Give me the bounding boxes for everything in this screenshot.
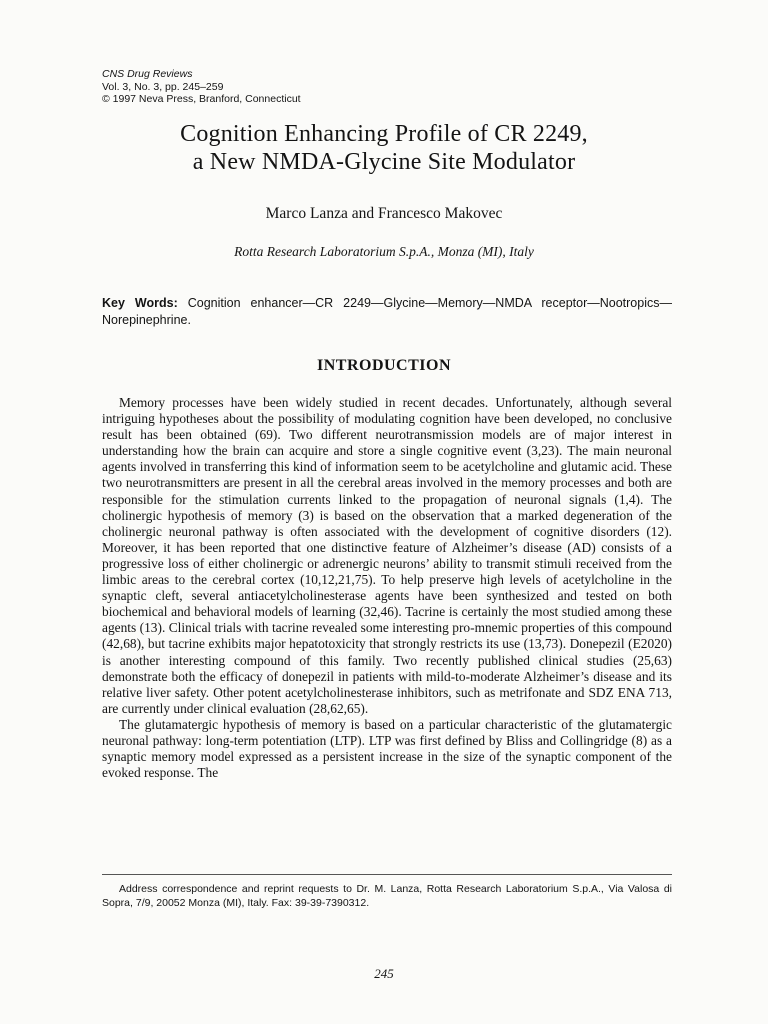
keywords-label: Key Words: [102, 296, 178, 310]
footnote-divider [102, 874, 672, 875]
body-text [102, 395, 672, 781]
section-heading: INTRODUCTION [316, 357, 451, 374]
journal-header [102, 68, 301, 106]
paragraph-2: The glutamatergic hypothesis of memory is based on a particular characteristic of the glutamatergic neuronal pathway: long-term potentiation (LTP). LTP was first defined by Bliss and Collingridge (8) as a synaptic memory model expressed as a persistent increase in the size of the synaptic component of the evoked response. The [102, 716, 672, 781]
paragraph-1: Memory processes have been widely studied in recent decades. Unfortunately, although several intriguing hypotheses about the possibility of modulating cognition have been developed, no conclusive result has been obtained (69). Two different neurotransmission models are of major interest in understanding how the brain can acquire and store a single cognitive event (3,23). The main neuronal agents involved in transferring this kind of information seem to be acetylcholine and glutamic acid. These two neurotransmitters are present in all the cerebral areas involved in the memory processes and both are responsible for the stimulation currents linked to the propagation of neuronal signals (1,4). The cholinergic hypothesis of memory (3) is based on the observation that a marked degeneration of the cholinergic neuronal pathway is often associated with the development of cognitive disorders (12). Moreover, it has been reported that one distinctive feature of Alzheimer’s disease (AD) consists of a progressive loss of either cholinergic or adrenergic neurons’ ability to transmit stimuli received from the limbic areas to the cerebral cortex (10,12,21,75). To help preserve high levels of acetylcholine in the synaptic cleft, several antiacetylcholinesterase agents have been synthesized and tested on both biochemical and behavioral models of learning (32,46). Tacrine is certainly the most studied among these agents (13). Clinical trials with tacrine revealed some interesting pro-mnemic properties of this compound (42,68), but tacrine exhibits major hepatotoxicity that strongly restricts its use (13,73). Donepezil (E2020) is another interesting compound of this family. Two recently published clinical studies (25,63) demonstrate both the efficacy of donepezil in patients with mild-to-moderate Alzheimer’s disease and its relative liver safety. Other potent acetylcholinesterase inhibitors, such as metrifonate and SDZ ENA 713, are currently under clinical evaluation (28,62,65). [102, 395, 672, 716]
journal-name: CNS Drug Reviews [102, 68, 193, 80]
keywords [102, 295, 672, 329]
journal-copyright: © 1997 Neva Press, Branford, Connecticut [102, 93, 301, 105]
affiliation: Rotta Research Laboratorium S.p.A., Monza (MI), Italy [234, 244, 534, 259]
authors: Marco Lanza and Francesco Makovec [265, 205, 503, 222]
title-line-2: a New NMDA-Glycine Site Modulator [192, 149, 576, 175]
page-number: 245 [374, 966, 394, 981]
footnote: Address correspondence and reprint requests to Dr. M. Lanza, Rotta Research Laboratorium S.p.A., Via Valosa di Sopra, 7/9, 20052 Monza (MI), Italy. Fax: 39-39-7390312. [102, 883, 672, 909]
title-line-1: Cognition Enhancing Profile of CR 2249, [180, 121, 588, 147]
journal-volume: Vol. 3, No. 3, pp. 245–259 [102, 80, 224, 93]
keywords-text: Cognition enhancer—CR 2249—Glycine—Memory—NMDA receptor—Nootropics—Norepinephrine. [102, 296, 672, 327]
paper-title [0, 120, 768, 176]
